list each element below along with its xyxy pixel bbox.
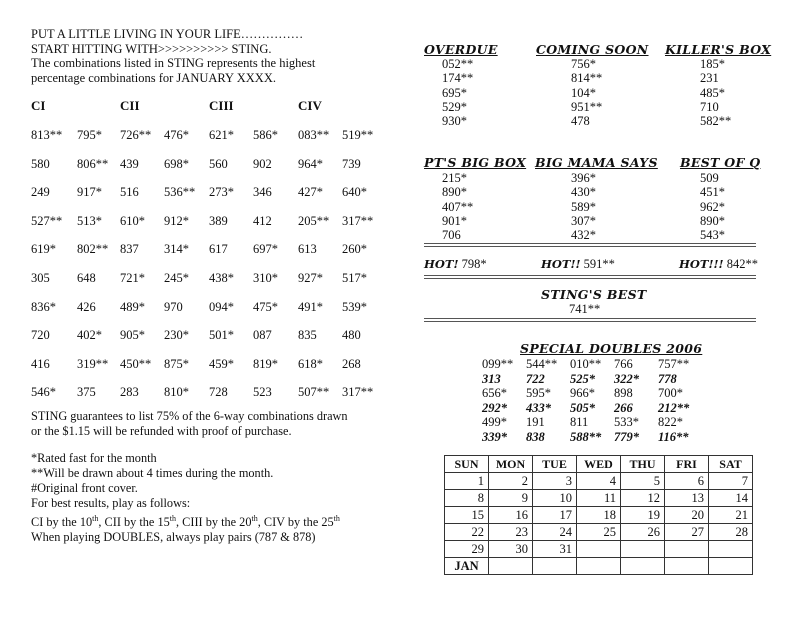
grid-cell: 802** <box>77 242 109 257</box>
doubles-cell: 212** <box>658 400 690 415</box>
grid-cell: 450** <box>120 356 152 371</box>
grid-cell: 927* <box>298 271 323 285</box>
intro-line-4: percentage combinations for JANUARY XXXX. <box>31 70 276 85</box>
calendar-day: 7 <box>709 473 753 490</box>
grid-cell: 835 <box>298 328 317 343</box>
grid-cell: 698* <box>164 156 189 171</box>
doubles-cell: 898 <box>614 386 633 401</box>
calendar-month-row <box>445 558 753 575</box>
grid-cell: 739 <box>342 156 361 171</box>
pts-big-box-title: PT'S BIG BOX <box>424 155 527 170</box>
best-of-q-list <box>700 171 725 242</box>
list-item: 890* <box>700 213 725 228</box>
doubles-cell: 544** <box>526 357 558 371</box>
list-item: 901* <box>442 213 467 228</box>
list-item: 814** <box>571 71 603 86</box>
doubles-cell: 292* <box>482 400 507 415</box>
calendar-month-label: JAN <box>445 558 489 575</box>
guarantee-line-1: STING guarantees to list 75% of the 6-way combinations drawn <box>31 409 348 423</box>
doubles-cell: 099** <box>482 357 514 371</box>
calendar-day: 14 <box>709 490 753 507</box>
list-item: 396* <box>571 171 596 185</box>
calendar-empty-cell <box>665 558 709 575</box>
grid-cell: 491* <box>298 299 323 314</box>
list-item: 451* <box>700 185 725 200</box>
grid-cell: 516 <box>120 185 139 200</box>
grid-cell: 580 <box>31 156 50 171</box>
grid-cell: 438* <box>209 271 234 285</box>
grid-cell: 249 <box>31 185 50 200</box>
list-item: 930* <box>442 114 467 129</box>
calendar-day <box>709 541 753 558</box>
grid-cell: 489* <box>120 299 145 314</box>
doubles-cell: 779* <box>614 430 639 444</box>
grid-cell: 697* <box>253 242 278 257</box>
doubles-cell: 010** <box>570 357 602 371</box>
calendar-empty-cell <box>533 558 577 575</box>
day-header: WED <box>577 456 621 473</box>
doubles-cell: 499* <box>482 415 507 430</box>
grid-cell: 476* <box>164 128 189 142</box>
calendar-day: 11 <box>577 490 621 507</box>
day-header: THU <box>621 456 665 473</box>
grid-cell: 728 <box>209 385 228 400</box>
list-item: 543* <box>700 228 725 243</box>
calendar-day: 20 <box>665 507 709 524</box>
grid-cell: 810* <box>164 385 189 400</box>
divider-line <box>424 275 756 279</box>
calendar-day: 8 <box>445 490 489 507</box>
doubles-cell: 811 <box>570 415 589 430</box>
grid-cell: 964* <box>298 156 323 171</box>
doubles-cell: 525* <box>570 371 595 386</box>
list-item: 215* <box>442 171 467 185</box>
calendar-day: 15 <box>445 507 489 524</box>
grid-cell: 268 <box>342 356 361 371</box>
grid-cell: 527** <box>31 213 63 228</box>
grid-cell: 094* <box>209 299 234 314</box>
hot-2: HOT!! 591** <box>541 257 615 271</box>
grid-cell: 970 <box>164 299 183 314</box>
grid-cell: 314* <box>164 242 189 257</box>
calendar-day: 26 <box>621 524 665 541</box>
calendar-week-row <box>445 490 753 507</box>
doubles-cell: 266 <box>614 400 633 415</box>
grid-cell: 416 <box>31 356 50 371</box>
calendar <box>444 455 753 575</box>
list-item: 756* <box>571 57 596 71</box>
calendar-day: 21 <box>709 507 753 524</box>
grid-cell: 273* <box>209 185 234 200</box>
stings-best-value: 741** <box>569 302 601 316</box>
intro-text <box>31 27 315 85</box>
grid-cell: 819* <box>253 356 278 371</box>
grid-cell: 317** <box>342 385 374 400</box>
doubles-cell: 116** <box>658 430 689 444</box>
grid-cell: 519** <box>342 128 374 142</box>
calendar-day: 1 <box>445 473 489 490</box>
doubles-cell: 588** <box>570 430 602 444</box>
grid-cell: 459* <box>209 356 234 371</box>
guarantee-text <box>31 409 348 439</box>
list-item: 307* <box>571 213 596 228</box>
big-mama-says-list <box>571 171 596 242</box>
calendar-day <box>577 541 621 558</box>
list-item: 710 <box>700 99 719 114</box>
grid-cell: 795* <box>77 128 102 142</box>
grid-cell: 621* <box>209 128 234 142</box>
calendar-day: 4 <box>577 473 621 490</box>
calendar-day: 10 <box>533 490 577 507</box>
grid-header-cii: CII <box>120 98 140 113</box>
hot-3: HOT!!! 842** <box>679 257 758 271</box>
calendar-day: 5 <box>621 473 665 490</box>
grid-cell: 517* <box>342 271 367 285</box>
grid-cell: 721* <box>120 271 145 285</box>
list-item: 231 <box>700 71 719 86</box>
day-header: SAT <box>709 456 753 473</box>
list-item: 529* <box>442 99 467 114</box>
grid-cell: 260* <box>342 242 367 257</box>
doubles-cell: 339* <box>482 430 507 444</box>
day-header: FRI <box>665 456 709 473</box>
coming-soon-list <box>571 57 602 128</box>
grid-cell: 586* <box>253 128 278 142</box>
stings-best-title: STING'S BEST <box>541 287 647 302</box>
grid-cell: 836* <box>31 299 56 314</box>
grid-cell: 375 <box>77 385 96 400</box>
grid-cell: 402* <box>77 328 102 343</box>
grid-cell: 389 <box>209 213 228 228</box>
doubles-cell: 595* <box>526 386 551 401</box>
grid-header-ci: CI <box>31 98 46 113</box>
grid-cell: 346 <box>253 185 272 200</box>
calendar-day: 16 <box>489 507 533 524</box>
killers-box-title: KILLER'S BOX <box>665 42 772 57</box>
grid-cell: 837 <box>120 242 139 257</box>
grid-cell: 613 <box>298 242 317 257</box>
notes <box>31 451 340 545</box>
calendar-day: 28 <box>709 524 753 541</box>
grid-cell: 513* <box>77 213 102 228</box>
hot-1: HOT! 798* <box>424 257 487 271</box>
overdue-title: OVERDUE <box>424 42 498 57</box>
grid-header-ciii: CIII <box>209 98 234 113</box>
killers-box-list <box>700 57 731 128</box>
grid-cell: 902 <box>253 156 272 171</box>
doubles-cell: 505* <box>570 400 595 415</box>
doubles-cell: 766 <box>614 357 633 371</box>
big-mama-says-title: BIG MAMA SAYS <box>535 155 658 170</box>
calendar-day: 2 <box>489 473 533 490</box>
day-header: TUE <box>533 456 577 473</box>
grid-cell: 875* <box>164 356 189 371</box>
calendar-day: 22 <box>445 524 489 541</box>
grid-cell: 087 <box>253 328 272 343</box>
grid-cell: 310* <box>253 271 278 285</box>
day-header: MON <box>489 456 533 473</box>
grid-cell: 546* <box>31 385 56 400</box>
calendar-week-row <box>445 541 753 558</box>
doubles-cell: 433* <box>526 400 551 415</box>
calendar-day: 31 <box>533 541 577 558</box>
list-item: 174** <box>442 71 474 86</box>
grid-cell: 412 <box>253 213 272 228</box>
calendar-week-row <box>445 507 753 524</box>
doubles-cell: 191 <box>526 415 545 430</box>
intro-line-3: The combinations listed in STING represents the highest <box>31 56 316 70</box>
overdue-list <box>442 57 473 128</box>
grid-header-civ: CIV <box>298 98 322 113</box>
note-schedule: CI by the 10th, CII by the 15th, CIII by the 20th, CIV by the 25th <box>31 514 340 530</box>
doubles-cell: 533* <box>614 415 639 430</box>
calendar-day: 25 <box>577 524 621 541</box>
calendar-day <box>621 541 665 558</box>
doubles-cell: 322* <box>614 371 639 386</box>
calendar-empty-cell <box>709 558 753 575</box>
grid-cell: 230* <box>164 328 189 343</box>
doubles-cell: 838 <box>526 430 545 444</box>
calendar-day: 27 <box>665 524 709 541</box>
grid-cell: 475* <box>253 299 278 314</box>
grid-cell: 618* <box>298 356 323 371</box>
intro-line-2: START HITTING WITH>>>>>>>>>> STING. <box>31 41 272 56</box>
grid-cell: 610* <box>120 213 145 228</box>
intro-line-1: PUT A LITTLE LIVING IN YOUR LIFE…………… <box>31 27 304 41</box>
special-doubles-title: SPECIAL DOUBLES 2006 <box>520 341 703 356</box>
divider-line <box>424 318 756 322</box>
note-best: For best results, play as follows: <box>31 496 191 510</box>
calendar-day: 18 <box>577 507 621 524</box>
list-item: 432* <box>571 228 596 243</box>
doubles-cell: 722 <box>526 371 545 386</box>
grid-cell: 283 <box>120 385 139 400</box>
list-item: 695* <box>442 85 467 100</box>
grid-cell: 427* <box>298 185 323 200</box>
doubles-cell: 700* <box>658 386 683 401</box>
grid-cell: 617 <box>209 242 228 257</box>
calendar-day: 17 <box>533 507 577 524</box>
note-cover: #Original front cover. <box>31 481 138 495</box>
calendar-empty-cell <box>577 558 621 575</box>
calendar-day: 19 <box>621 507 665 524</box>
grid-cell: 912* <box>164 213 189 228</box>
grid-cell: 813** <box>31 128 63 142</box>
best-of-q-title: BEST OF Q <box>680 155 761 170</box>
list-item: 582** <box>700 114 732 129</box>
calendar-day: 12 <box>621 490 665 507</box>
grid-cell: 319** <box>77 356 109 371</box>
grid-cell: 245* <box>164 271 189 285</box>
grid-cell: 726** <box>120 128 152 142</box>
calendar-day: 13 <box>665 490 709 507</box>
calendar-day <box>665 541 709 558</box>
grid-cell: 439 <box>120 156 139 171</box>
calendar-empty-cell <box>489 558 533 575</box>
list-item: 104* <box>571 85 596 100</box>
list-item: 185* <box>700 57 725 71</box>
calendar-day: 29 <box>445 541 489 558</box>
calendar-header-row <box>445 456 753 473</box>
grid-cell: 205** <box>298 213 330 228</box>
divider-line <box>424 243 756 247</box>
grid-cell: 536** <box>164 185 196 200</box>
list-item: 962* <box>700 199 725 214</box>
guarantee-line-2: or the $1.15 will be refunded with proof of purchase. <box>31 424 292 438</box>
grid-cell: 480 <box>342 328 361 343</box>
list-item: 052** <box>442 57 474 71</box>
doubles-cell: 966* <box>570 386 595 401</box>
grid-cell: 507** <box>298 385 330 400</box>
grid-cell: 917* <box>77 185 102 200</box>
calendar-day: 30 <box>489 541 533 558</box>
list-item: 890* <box>442 185 467 200</box>
calendar-day: 24 <box>533 524 577 541</box>
list-item: 706 <box>442 228 461 243</box>
doubles-cell: 313 <box>482 371 501 386</box>
list-item: 407** <box>442 199 474 214</box>
calendar-empty-cell <box>621 558 665 575</box>
grid-cell: 806** <box>77 156 109 171</box>
day-header: SUN <box>445 456 489 473</box>
list-item: 478 <box>571 114 590 129</box>
calendar-day: 23 <box>489 524 533 541</box>
calendar-day: 6 <box>665 473 709 490</box>
grid-cell: 640* <box>342 185 367 200</box>
note-drawn: **Will be drawn about 4 times during the month. <box>31 466 274 480</box>
calendar-day: 3 <box>533 473 577 490</box>
grid-cell: 720 <box>31 328 50 343</box>
grid-cell: 501* <box>209 328 234 343</box>
grid-cell: 905* <box>120 328 145 343</box>
doubles-cell: 822* <box>658 415 683 430</box>
grid-cell: 523 <box>253 385 272 400</box>
list-item: 430* <box>571 185 596 200</box>
calendar-day: 9 <box>489 490 533 507</box>
grid-cell: 619* <box>31 242 56 257</box>
doubles-cell: 757** <box>658 357 690 371</box>
list-item: 509 <box>700 171 719 185</box>
grid-cell: 560 <box>209 156 228 171</box>
note-rated: *Rated fast for the month <box>31 451 157 465</box>
calendar-week-row <box>445 473 753 490</box>
grid-cell: 317** <box>342 213 374 228</box>
grid-cell: 083** <box>298 128 330 142</box>
grid-cell: 426 <box>77 299 96 314</box>
list-item: 589* <box>571 199 596 214</box>
pts-big-box-list <box>442 171 473 242</box>
coming-soon-title: COMING SOON <box>536 42 649 57</box>
doubles-cell: 778 <box>658 371 677 386</box>
grid-cell: 305 <box>31 271 50 285</box>
note-doubles: When playing DOUBLES, always play pairs (787 & 878) <box>31 530 316 545</box>
list-item: 485* <box>700 85 725 100</box>
list-item: 951** <box>571 99 603 114</box>
grid-cell: 648 <box>77 271 96 285</box>
calendar-week-row <box>445 524 753 541</box>
grid-cell: 539* <box>342 299 367 314</box>
doubles-cell: 656* <box>482 386 507 401</box>
